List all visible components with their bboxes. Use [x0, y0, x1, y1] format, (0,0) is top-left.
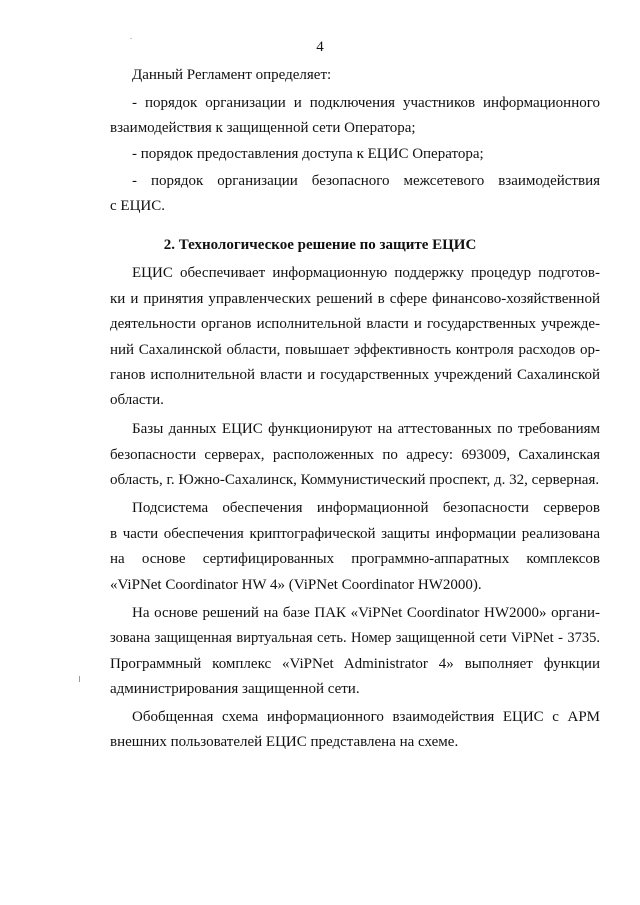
para3-line-4: «ViPNet Coordinator HW 4» (ViPNet Coordinator HW2000).	[110, 577, 482, 593]
intro-line-1: Данный Регламент определяет:	[132, 67, 332, 83]
para5-line-2: внешних пользователей ЕЦИС представлена на схеме.	[110, 734, 459, 750]
para4-line-3: Программный комплекс «ViPNet Administrator 4» выполняет функции	[110, 656, 600, 672]
para3-line-2: в части обеспечения криптографической защиты информации реализована	[110, 526, 600, 542]
scan-speck	[79, 676, 80, 682]
para4-line-2: зована защищенная виртуальная сеть. Номер защищенной сети ViPNet - 3735.	[110, 630, 600, 646]
intro-line-6: с ЕЦИС.	[110, 198, 165, 214]
para3-line-3: на основе сертифицированных программно-аппаратных комплексов	[110, 551, 600, 567]
para1-line-1: ЕЦИС обеспечивает информационную поддержку процедур подготов-	[132, 265, 600, 281]
para2-line-1: Базы данных ЕЦИС функционируют на аттестованных по требованиям	[132, 421, 600, 437]
para1-line-6: области.	[110, 392, 164, 408]
para4-line-1: На основе решений на базе ПАК «ViPNet Coordinator HW2000» органи-	[132, 605, 600, 621]
para5-line-1: Обобщенная схема информационного взаимодействия ЕЦИС с АРМ	[132, 709, 600, 725]
section-heading: 2. Технологическое решение по защите ЕЦИС	[163, 237, 477, 253]
intro-line-5: - порядок организации безопасного межсетевого взаимодействия	[132, 173, 600, 189]
page-number: 4	[316, 39, 324, 55]
para1-line-4: ний Сахалинской области, повышает эффективность контроля расходов ор-	[110, 342, 600, 358]
intro-line-3: взаимодействия к защищенной сети Оператора;	[110, 120, 416, 136]
para1-line-5: ганов исполнительной власти и государственных учреждений Сахалинской	[110, 367, 600, 383]
para4-line-4: администрирования защищенной сети.	[110, 681, 360, 697]
intro-line-2: - порядок организации и подключения участников информационного	[132, 95, 600, 111]
para1-line-3: деятельности органов исполнительной власти и государственных учрежде-	[110, 316, 600, 332]
para2-line-2: безопасности серверах, расположенных по адресу: 693009, Сахалинская	[110, 447, 600, 463]
intro-line-4: - порядок предоставления доступа к ЕЦИС Оператора;	[132, 146, 484, 162]
para1-line-2: ки и принятия управленческих решений в сфере финансово-хозяйственной	[110, 291, 600, 307]
para2-line-3: область, г. Южно-Сахалинск, Коммунистический проспект, д. 32, серверная.	[110, 472, 600, 488]
para3-line-1: Подсистема обеспечения информационной безопасности серверов	[132, 500, 600, 516]
